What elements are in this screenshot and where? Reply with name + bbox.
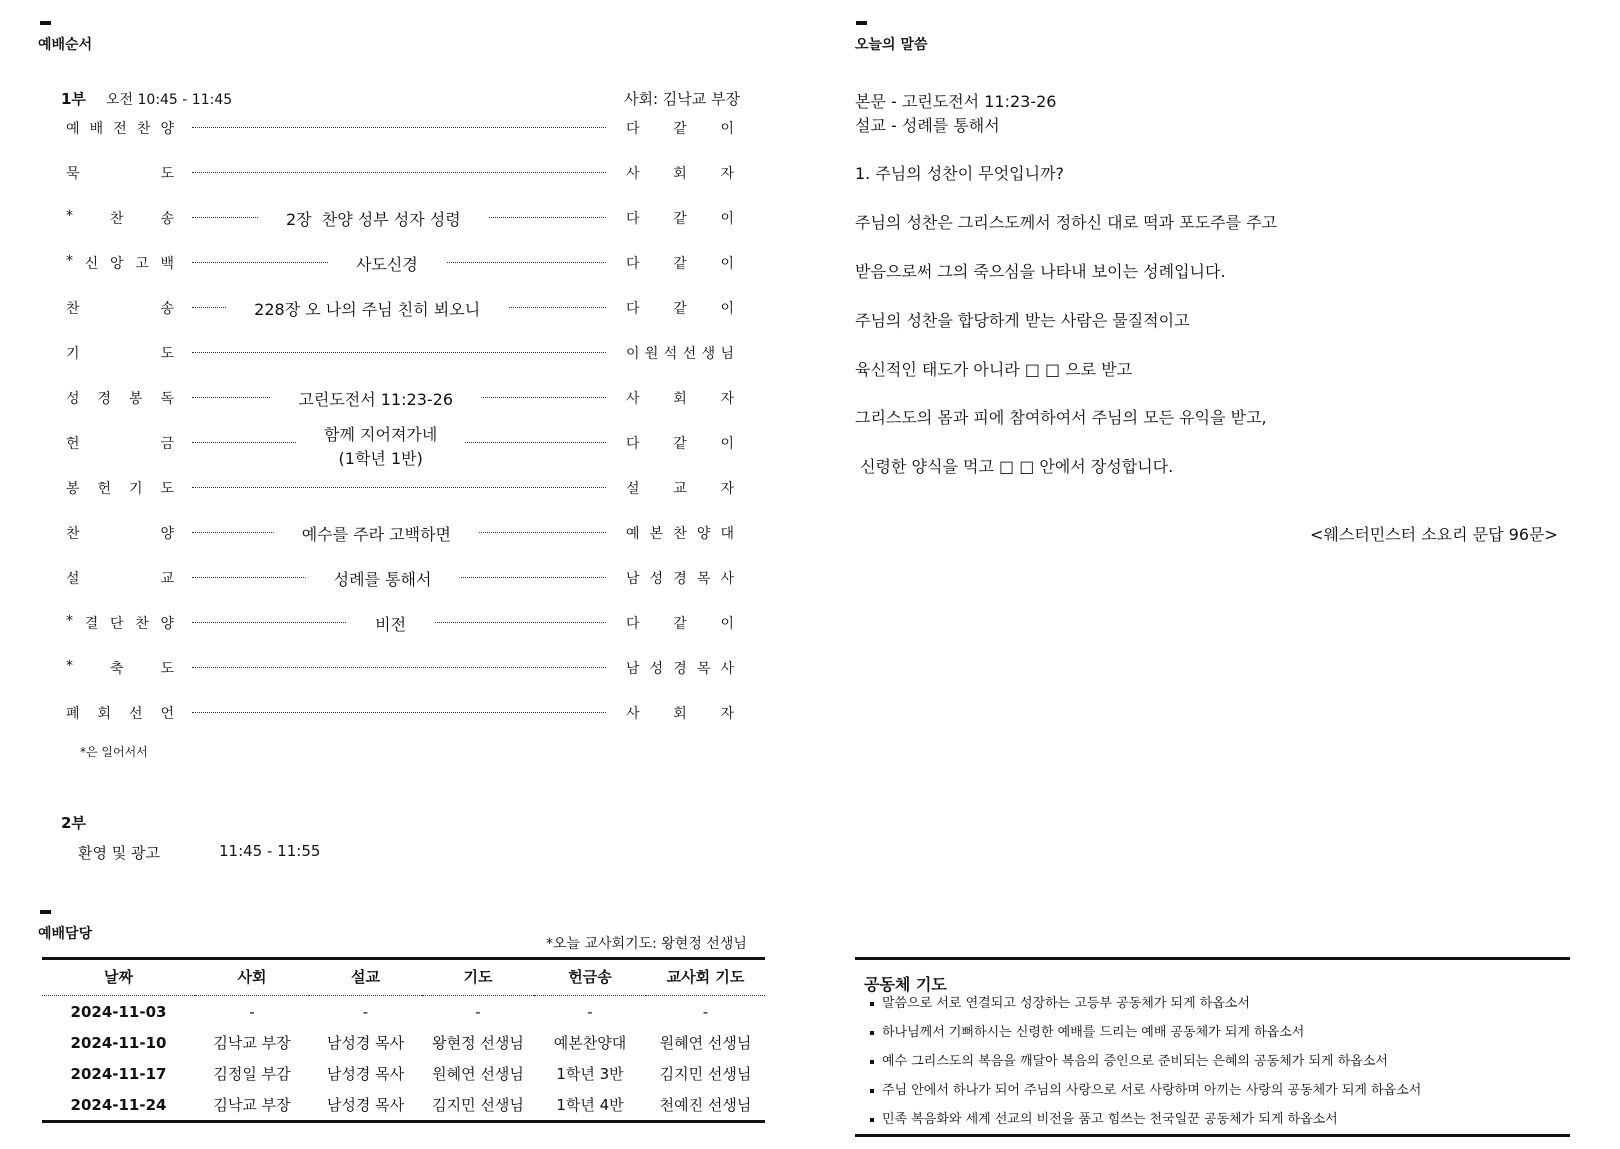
order-item-char: 도 xyxy=(160,481,174,497)
date-cell: 2024-11-24 xyxy=(70,1095,167,1114)
date-cell: 2024-11-03 xyxy=(70,1002,167,1021)
order-item-content xyxy=(347,613,434,637)
order-item-person xyxy=(626,658,734,678)
order-item-label xyxy=(66,523,174,543)
person-char: 회 xyxy=(673,166,687,182)
prayer-section-title: 공동체 기도 xyxy=(864,975,947,994)
order-item-label xyxy=(66,613,174,633)
table-cell: - xyxy=(702,1002,709,1021)
order-item-char: 양 xyxy=(160,121,174,137)
order-item-content xyxy=(226,298,508,322)
table-cell: 천예진 선생님 xyxy=(659,1096,752,1114)
order-row xyxy=(66,200,736,245)
person-char: 같 xyxy=(673,616,687,632)
catechism-answer-line: 육신적인 태도가 아니라 □ □ 으로 받고 xyxy=(855,360,1133,379)
order-item-char: 독 xyxy=(160,391,174,407)
table-row xyxy=(42,1058,765,1089)
order-item-content xyxy=(270,388,481,412)
order-row xyxy=(66,290,736,335)
person-char: 이 xyxy=(720,436,734,452)
sermon-section-title: 오늘의 말씀 xyxy=(855,37,928,53)
order-item-char: 묵 xyxy=(66,166,80,182)
person-char: 사 xyxy=(720,661,734,677)
prayer-item: 하나님께서 기뻐하시는 신령한 예배를 드리는 예배 공동체가 되게 하옵소서 xyxy=(870,1021,1421,1050)
person-char: 사 xyxy=(626,706,640,722)
duty-section-title: 예배담당 xyxy=(38,926,93,942)
order-section-title: 예배순서 xyxy=(38,37,93,53)
prayer-bottom-rule xyxy=(855,1134,1570,1137)
content-line: 함께 지어져가네 xyxy=(324,425,438,444)
person-char: 본 xyxy=(649,526,664,542)
order-item-char: 경 xyxy=(97,391,112,407)
prayer-item: 주님 안에서 하나가 되어 주님의 사랑으로 서로 사랑하며 아끼는 사랑의 공동체가 되게 하옵소서 xyxy=(870,1079,1421,1108)
person-char: 설 xyxy=(626,481,640,497)
order-item-label xyxy=(66,253,174,273)
order-row xyxy=(66,155,736,200)
order-item-char: 기 xyxy=(66,346,80,362)
order-item-label xyxy=(66,433,174,453)
prayer-list xyxy=(870,992,1421,1137)
order-item-person xyxy=(626,208,734,228)
order-item-person xyxy=(626,703,734,723)
order-row xyxy=(66,695,736,740)
order-item-char: 도 xyxy=(160,346,174,362)
section-marker xyxy=(40,910,51,914)
order-item-char: 송 xyxy=(160,211,174,227)
order-item-person xyxy=(626,163,734,183)
order-item-char: 찬 xyxy=(136,121,151,137)
person-char: 같 xyxy=(673,121,687,137)
person-char: 같 xyxy=(673,256,687,272)
person-char: 찬 xyxy=(673,526,687,542)
order-item-person xyxy=(626,568,734,588)
person-char: 목 xyxy=(696,571,711,587)
person-char: 다 xyxy=(626,211,640,227)
catechism-source: <웨스터민스터 소요리 문답 96문> xyxy=(1310,525,1558,544)
dotted-leader xyxy=(192,712,606,713)
person-char: 다 xyxy=(626,121,640,137)
catechism-answer-line: 주님의 성찬은 그리스도께서 정하신 대로 떡과 포도주를 주고 xyxy=(855,213,1278,232)
order-item-char: 결 xyxy=(84,616,99,632)
table-cell: 원혜연 선생님 xyxy=(432,1065,524,1083)
person-char: 이 xyxy=(720,256,734,272)
sermon-title-line: 설교 - 성례를 통해서 xyxy=(855,116,1000,135)
person-char: 사 xyxy=(626,391,640,407)
table-cell: 김정일 부감 xyxy=(213,1065,291,1083)
order-item-char: 축 xyxy=(109,661,124,677)
order-item-char: 금 xyxy=(160,436,174,452)
date-cell: 2024-11-10 xyxy=(70,1033,167,1052)
order-item-char: 선 xyxy=(128,706,143,722)
teacher-prayer-note: *오늘 교사회기도: 왕현정 선생님 xyxy=(546,936,747,952)
order-item-person xyxy=(626,523,734,543)
order-item-char: 백 xyxy=(160,256,174,272)
person-char: 대 xyxy=(720,526,734,542)
order-item-char: 기 xyxy=(128,481,143,497)
person-char: 목 xyxy=(696,661,711,677)
person-char: 원 xyxy=(644,346,659,362)
content-line: 비전 xyxy=(375,615,407,634)
order-item-content xyxy=(296,423,465,471)
person-char: 성 xyxy=(649,571,664,587)
order-item-char: 찬 xyxy=(135,616,149,632)
order-item-person xyxy=(626,298,734,318)
person-char: 남 xyxy=(626,661,640,677)
order-item-char: 봉 xyxy=(66,481,80,497)
content-line: 성례를 통해서 xyxy=(333,570,432,589)
order-item-content xyxy=(274,523,479,547)
person-char: 이 xyxy=(720,121,734,137)
order-item-char: 설 xyxy=(66,571,80,587)
order-item-label xyxy=(66,208,174,228)
order-item-label xyxy=(66,388,174,408)
person-char: 예 xyxy=(626,526,640,542)
order-row xyxy=(66,515,736,560)
col-header-sermon: 설교 xyxy=(309,958,422,996)
table-cell: 김낙교 부장 xyxy=(213,1034,291,1052)
order-item-char: 예 xyxy=(66,121,80,137)
dotted-leader xyxy=(192,667,606,668)
dotted-leader xyxy=(192,172,606,173)
person-char: 이 xyxy=(626,346,640,362)
order-row xyxy=(66,425,736,470)
order-item-char: 회 xyxy=(97,706,112,722)
order-row xyxy=(66,650,736,695)
person-char: 사 xyxy=(626,166,640,182)
content-line: 사도신경 xyxy=(355,255,418,274)
part1-time: 오전 10:45 - 11:45 xyxy=(106,92,233,108)
order-item-char: 배 xyxy=(89,121,104,137)
person-char: 다 xyxy=(626,256,640,272)
table-cell: - xyxy=(587,1002,593,1021)
order-item-person xyxy=(626,388,734,408)
order-item-person xyxy=(626,613,734,633)
table-row xyxy=(42,1027,765,1058)
order-item-char: 언 xyxy=(160,706,174,722)
dotted-leader xyxy=(192,127,606,128)
order-item-char: * xyxy=(66,208,73,224)
table-cell: 남성경 목사 xyxy=(326,1096,405,1114)
order-item-char: 헌 xyxy=(66,436,80,452)
col-header-teacher-prayer: 교사회 기도 xyxy=(646,958,765,996)
catechism-answer-line: 받음으로써 그의 죽으심을 나타내 보이는 성례입니다. xyxy=(855,262,1226,281)
order-item-label xyxy=(66,298,174,318)
order-row xyxy=(66,560,736,605)
prayer-item: 민족 복음화와 세계 선교의 비전을 품고 힘쓰는 천국일꾼 공동체가 되게 하옵소서 xyxy=(870,1108,1421,1137)
order-row xyxy=(66,470,736,515)
order-item-label xyxy=(66,703,174,723)
order-item-person xyxy=(626,343,734,363)
order-row xyxy=(66,335,736,380)
content-line: 2장 찬양 성부 성자 성령 xyxy=(285,210,461,229)
person-char: 선 xyxy=(682,346,697,362)
order-item-char: * xyxy=(66,613,73,629)
order-item-char: 도 xyxy=(160,661,174,677)
part1-label: 1부 xyxy=(61,90,86,108)
table-cell: 왕현정 선생님 xyxy=(432,1034,524,1052)
order-item-char: 헌 xyxy=(97,481,112,497)
order-item-person xyxy=(626,433,734,453)
order-item-label xyxy=(66,163,174,183)
order-item-char: 신 xyxy=(84,256,99,272)
col-header-host: 사회 xyxy=(195,958,309,996)
col-header-date: 날짜 xyxy=(42,958,195,996)
content-line: 고린도전서 11:23-26 xyxy=(298,390,454,409)
prayer-top-rule xyxy=(855,957,1570,960)
order-of-service-list xyxy=(66,110,736,740)
order-item-char: 찬 xyxy=(66,526,80,542)
person-char: 같 xyxy=(673,301,687,317)
order-item-char: * xyxy=(66,658,73,674)
order-item-label xyxy=(66,478,174,498)
col-header-prayer: 기도 xyxy=(422,958,534,996)
section-marker xyxy=(856,21,867,25)
person-char: 같 xyxy=(673,211,687,227)
order-item-person xyxy=(626,118,734,138)
person-char: 님 xyxy=(720,346,734,362)
order-item-content xyxy=(328,253,446,277)
order-row xyxy=(66,110,736,155)
order-item-person xyxy=(626,253,734,273)
order-item-char: 양 xyxy=(160,616,174,632)
order-item-char: 송 xyxy=(160,301,174,317)
table-cell: 예본찬양대 xyxy=(553,1034,627,1052)
table-cell: 김지민 선생님 xyxy=(659,1065,752,1083)
table-cell: 김지민 선생님 xyxy=(432,1096,524,1114)
catechism-question: 1. 주님의 성찬이 무엇입니까? xyxy=(855,164,1065,183)
person-char: 교 xyxy=(673,481,687,497)
person-char: 남 xyxy=(626,571,640,587)
table-cell: - xyxy=(475,1002,481,1021)
duty-table-header xyxy=(42,958,765,996)
order-item-char: 전 xyxy=(113,121,127,137)
person-char: 경 xyxy=(673,661,687,677)
order-item-char: 폐 xyxy=(66,706,80,722)
person-char: 다 xyxy=(626,616,640,632)
person-char: 자 xyxy=(720,391,734,407)
order-row xyxy=(66,245,736,290)
person-char: 회 xyxy=(673,391,687,407)
table-row xyxy=(42,996,765,1028)
order-item-label xyxy=(66,343,174,363)
order-row xyxy=(66,605,736,650)
person-char: 다 xyxy=(626,436,640,452)
order-item-char: * xyxy=(66,253,73,269)
host-label: 사회: 김낙교 부장 xyxy=(624,90,741,108)
table-cell: 원혜연 선생님 xyxy=(659,1034,752,1052)
order-item-content xyxy=(306,568,460,592)
part2-item: 환영 및 광고 xyxy=(78,844,160,862)
order-item-label xyxy=(66,658,174,678)
dotted-leader xyxy=(192,487,606,488)
person-char: 양 xyxy=(696,526,711,542)
order-item-char: 단 xyxy=(109,616,124,632)
order-row xyxy=(66,380,736,425)
content-line: 예수를 주라 고백하면 xyxy=(301,525,452,544)
section-marker xyxy=(40,21,51,25)
order-item-char: 찬 xyxy=(66,301,80,317)
order-item-char: 고 xyxy=(135,256,149,272)
date-cell: 2024-11-17 xyxy=(70,1064,167,1083)
prayer-item: 예수 그리스도의 복음을 깨달아 복음의 증인으로 준비되는 은혜의 공동체가 되게 하옵소서 xyxy=(870,1050,1421,1079)
order-item-char: 봉 xyxy=(128,391,143,407)
table-cell: - xyxy=(362,1002,369,1021)
duty-table xyxy=(42,958,765,1123)
table-cell: 1학년 4반 xyxy=(556,1096,624,1114)
person-char: 자 xyxy=(720,166,734,182)
table-cell: - xyxy=(249,1002,255,1021)
person-char: 자 xyxy=(720,706,734,722)
part2-time: 11:45 - 11:55 xyxy=(219,842,321,860)
order-item-char: 양 xyxy=(160,526,174,542)
order-item-char: 교 xyxy=(160,571,174,587)
catechism-answer-line: 신령한 양식을 먹고 □ □ 안에서 장성합니다. xyxy=(855,457,1174,476)
order-item-label xyxy=(66,568,174,588)
person-char: 다 xyxy=(626,301,640,317)
order-item-char: 앙 xyxy=(109,256,124,272)
order-item-label xyxy=(66,118,174,138)
table-cell: 김낙교 부장 xyxy=(213,1096,291,1114)
person-char: 사 xyxy=(720,571,734,587)
table-row xyxy=(42,1089,765,1122)
content-line: (1학년 1반) xyxy=(338,449,423,468)
dotted-leader xyxy=(192,352,606,353)
person-char: 이 xyxy=(720,211,734,227)
person-char: 같 xyxy=(673,436,687,452)
catechism-answer-line: 주님의 성찬을 합당하게 받는 사람은 물질적이고 xyxy=(855,311,1190,330)
order-item-char: 찬 xyxy=(109,211,124,227)
col-header-offering-song: 헌금송 xyxy=(534,958,646,996)
person-char: 이 xyxy=(720,616,734,632)
order-item-char: 성 xyxy=(66,391,80,407)
prayer-item: 말씀으로 서로 연결되고 성장하는 고등부 공동체가 되게 하옵소서 xyxy=(870,992,1421,1021)
order-item-content xyxy=(258,208,489,232)
person-char: 경 xyxy=(673,571,687,587)
catechism-answer-line: 그리스도의 몸과 피에 참여하여서 주님의 모든 유익을 받고, xyxy=(855,408,1267,427)
order-item-char: 도 xyxy=(160,166,174,182)
person-char: 회 xyxy=(673,706,687,722)
part2-label: 2부 xyxy=(61,814,86,832)
person-char: 생 xyxy=(701,346,716,362)
table-cell: 1학년 3반 xyxy=(556,1065,624,1083)
table-cell: 남성경 목사 xyxy=(326,1065,405,1083)
table-cell: 남성경 목사 xyxy=(326,1034,405,1052)
person-char: 이 xyxy=(720,301,734,317)
person-char: 성 xyxy=(649,661,664,677)
person-char: 자 xyxy=(720,481,734,497)
standing-note: *은 일어서서 xyxy=(80,745,148,759)
content-line: 228장 오 나의 주님 친히 뵈오니 xyxy=(254,300,481,319)
person-char: 석 xyxy=(663,346,678,362)
order-item-person xyxy=(626,478,734,498)
sermon-text-line: 본문 - 고린도전서 11:23-26 xyxy=(855,92,1057,111)
